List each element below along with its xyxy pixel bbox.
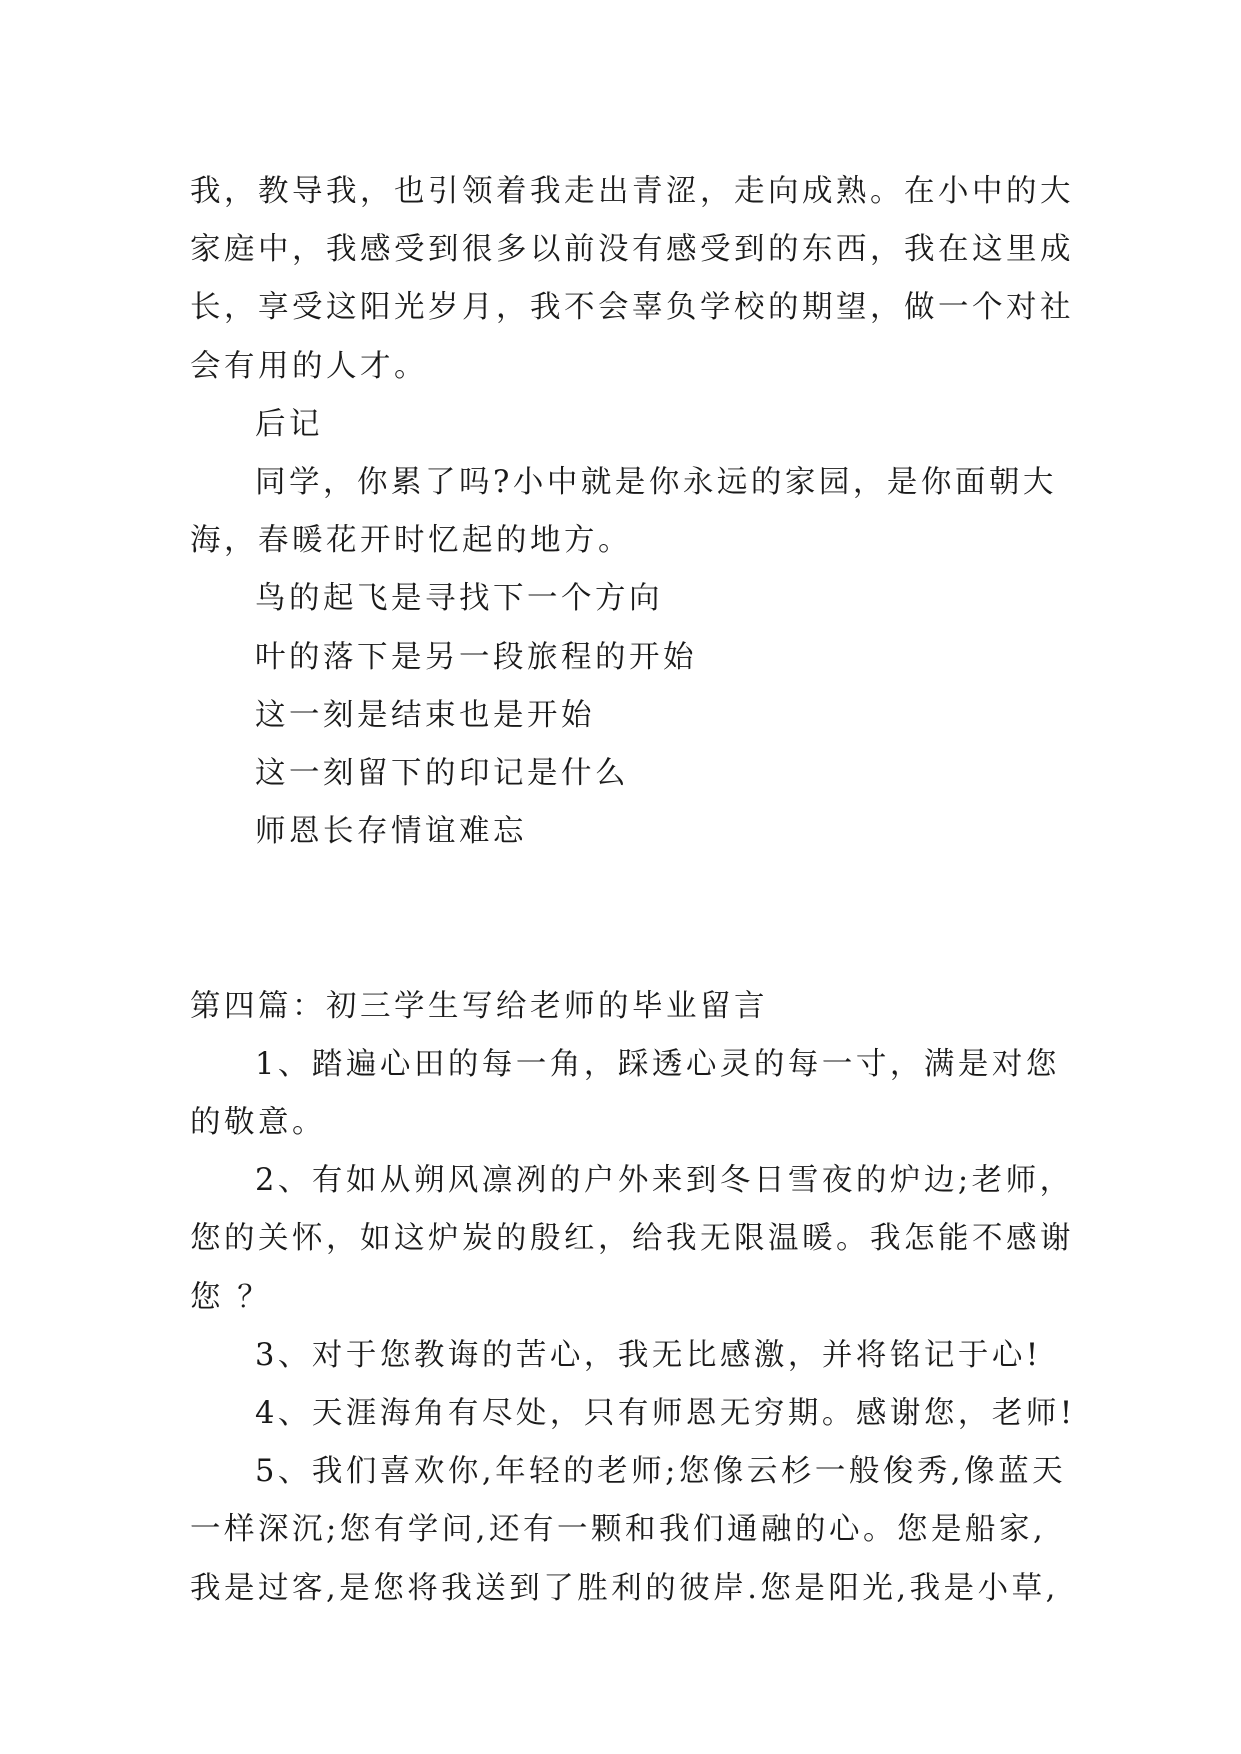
paragraph-line: 长，享受这阳光岁月，我不会辜负学校的期望，做一个对社: [190, 290, 1074, 326]
poem-line: 这一刻是结束也是开始: [255, 697, 595, 733]
paragraph-line: 家庭中，我感受到很多以前没有感受到的东西，我在这里成: [190, 232, 1074, 268]
list-item-line: 的敬意。: [190, 1105, 326, 1141]
paragraph-line: 我，教导我，也引领着我走出青涩，走向成熟。在小中的大: [190, 174, 1074, 209]
list-item-line: 2、有如从朔风凛冽的户外来到冬日雪夜的炉边;老师，: [255, 1163, 1074, 1199]
list-item-line: 您的关怀，如这炉炭的殷红，给我无限温暖。我怎能不感谢: [190, 1221, 1074, 1257]
afterword-heading: 后记: [255, 406, 323, 442]
poem-line: 鸟的起飞是寻找下一个方向: [255, 581, 663, 617]
paragraph-line: 会有用的人才。: [190, 348, 428, 384]
document-body: [190, 163, 1076, 1618]
poem-line: 这一刻留下的印记是什么: [255, 755, 629, 791]
list-item-line: 1、踏遍心田的每一角，踩透心灵的每一寸，满是对您: [255, 1046, 1060, 1082]
list-item-line: 我是过客,是您将我送到了胜利的彼岸.您是阳光,我是小草,: [190, 1570, 1059, 1606]
list-item-line: 3、对于您教诲的苦心，我无比感激，并将铭记于心!: [255, 1337, 1042, 1373]
list-item-line: 4、天涯海角有尽处，只有师恩无穷期。感谢您，老师!: [255, 1395, 1076, 1431]
list-item-line: 您 ？: [190, 1279, 272, 1315]
poem-line: 师恩长存情谊难忘: [255, 814, 527, 850]
poem-line: 叶的落下是另一段旅程的开始: [255, 639, 697, 675]
paragraph-line: 同学，你累了吗?小中就是你永远的家园，是你面朝大: [255, 464, 1057, 500]
section-spacer: [190, 861, 1050, 977]
list-item-line: 5、我们喜欢你,年轻的老师;您像云杉一般俊秀,像蓝天: [255, 1454, 1067, 1490]
section-title: 第四篇：初三学生写给老师的毕业留言: [190, 988, 768, 1024]
list-item-line: 一样深沉;您有学问,还有一颗和我们通融的心。您是船家,: [190, 1512, 1047, 1548]
paragraph-line: 海，春暖花开时忆起的地方。: [190, 523, 632, 559]
